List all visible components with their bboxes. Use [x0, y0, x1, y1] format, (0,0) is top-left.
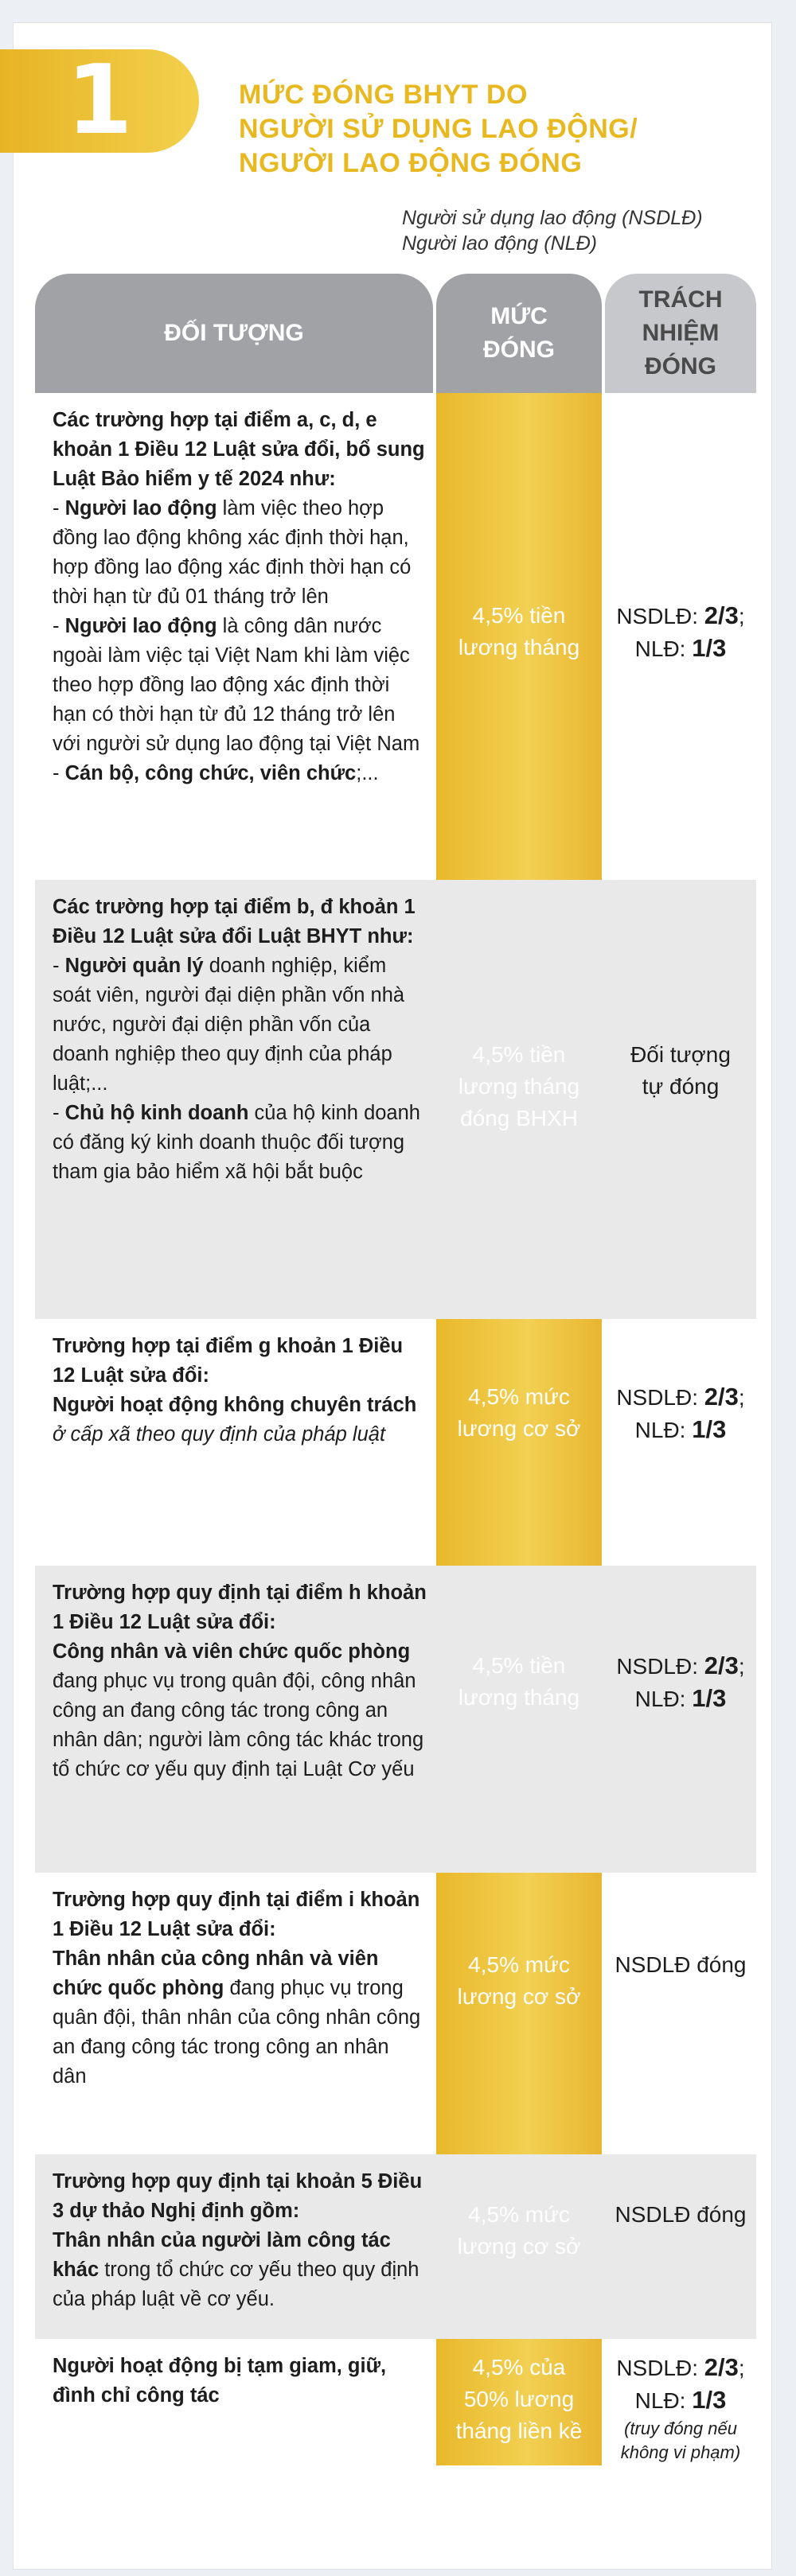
- text-run: NSDLĐ đóng: [615, 1952, 747, 1977]
- text-run: Người lao động: [64, 497, 217, 519]
- table-row: [35, 393, 756, 880]
- table-row: [35, 880, 756, 1319]
- responsibility-line: [605, 2352, 756, 2384]
- rate-line: lương cơ sở: [457, 1984, 581, 2009]
- text-run: Thân nhân của công nhân và viên chức quốc phòng: [53, 1948, 379, 1999]
- responsibility-line: [605, 1650, 756, 1683]
- text-run: -: [53, 955, 65, 977]
- text-run: ;: [738, 604, 745, 628]
- text-run: -: [53, 762, 65, 784]
- text-run: Các trường hợp tại điểm b, đ khoản 1 Điều 12 Luật sửa đổi Luật BHYT như:: [53, 896, 416, 948]
- text-run: 1/3: [692, 1684, 727, 1712]
- responsibility-line: [605, 632, 756, 665]
- responsibility-line: [605, 1381, 756, 1414]
- responsibility-line: [605, 2384, 756, 2417]
- rate-line: 4,5% tiền: [472, 1653, 566, 1678]
- legend-line: Người lao động (NLĐ): [402, 232, 597, 255]
- rate-line: lương cơ sở: [457, 1416, 581, 1441]
- header-object: ĐỐI TƯỢNG: [35, 274, 433, 393]
- text-run: NSDLĐ:: [616, 2356, 704, 2380]
- text-run: Cán bộ, công chức, viên chức: [64, 762, 357, 784]
- text-run: 2/3: [704, 1383, 739, 1411]
- table-row: [35, 1566, 756, 1873]
- section-title: [239, 78, 748, 181]
- text-run: Các trường hợp tại điểm a, c, d, e khoản 1 Điều 12 Luật sửa đổi, bổ sung Luật Bảo hiểm y tế 2024 như:: [53, 409, 425, 490]
- header-rate: [436, 274, 602, 393]
- text-run: 1/3: [692, 1415, 727, 1443]
- row-rate: [436, 1949, 602, 2013]
- text-run: 1/3: [692, 634, 727, 662]
- row-object-text: [53, 1578, 427, 1784]
- table-row: [35, 2154, 756, 2339]
- text-run: NSDLĐ:: [616, 1385, 704, 1410]
- responsibility-line: [605, 1039, 756, 1071]
- rate-line: 4,5% mức: [468, 1384, 570, 1409]
- rate-line: 50% lương: [463, 2387, 575, 2411]
- title-line: NGƯỜI SỬ DỤNG LAO ĐỘNG/: [239, 114, 638, 144]
- legend-line: Người sử dụng lao động (NSDLĐ): [402, 207, 703, 229]
- text-run: ;: [738, 2356, 745, 2380]
- table-row: [35, 1319, 756, 1566]
- text-run: NSDLĐ đóng: [615, 2202, 747, 2227]
- responsibility-line: [605, 1683, 756, 1715]
- text-run: làm việc theo hợp đồng lao động không xác định thời hạn, hợp đồng lao động xác định thời hạn có thời hạn từ đủ 01 tháng trở lên: [53, 497, 412, 608]
- text-run: Trường hợp quy định tại khoản 5 Điều 3 dự thảo Nghị định gồm:: [53, 2170, 423, 2222]
- text-run: Công nhân và viên chức quốc phòng: [53, 1640, 411, 1663]
- row-rate: [436, 2199, 602, 2263]
- text-run: Người hoạt động không chuyên trách: [53, 1394, 417, 1416]
- header-rate-line: ĐÓNG: [483, 337, 555, 363]
- text-run: Người lao động: [64, 615, 217, 637]
- header-resp-line: NHIỆM: [642, 320, 720, 346]
- header-resp-line: ĐÓNG: [645, 353, 716, 379]
- row-responsibility: [605, 1039, 756, 1103]
- text-run: tự đóng: [642, 1074, 720, 1099]
- text-run: 2/3: [704, 2353, 739, 2381]
- responsibility-note: (truy đóng nếu: [624, 2418, 737, 2438]
- responsibility-note: không vi phạm): [620, 2442, 741, 2462]
- text-run: Chủ hộ kinh doanh: [64, 1102, 249, 1124]
- row-responsibility: [605, 1650, 756, 1715]
- text-run: NSDLĐ:: [616, 1654, 704, 1679]
- row-rate: [436, 600, 602, 663]
- text-run: Người quản lý: [64, 955, 204, 977]
- row-responsibility: [605, 1381, 756, 1446]
- text-run: đang phục vụ trong quân đội, công nhân công an đang công tác trong công an nhân dân; người làm công tác khác trong tổ chức cơ yếu quy định tại Luật Cơ yếu: [53, 1670, 424, 1780]
- text-run: NLĐ:: [634, 1687, 693, 1711]
- text-run: ;: [738, 1385, 745, 1410]
- text-run: trong tổ chức cơ yếu theo quy định của pháp luật về cơ yếu.: [53, 2259, 419, 2310]
- text-run: ;: [738, 1654, 745, 1679]
- responsibility-line: [605, 1414, 756, 1446]
- header-resp-line: TRÁCH: [638, 286, 723, 313]
- title-line: MỨC ĐÓNG BHYT DO: [239, 80, 528, 110]
- rate-line: 4,5% của: [472, 2355, 566, 2379]
- text-run: Người hoạt động bị tạm giam, giữ, đình chỉ công tác: [53, 2355, 387, 2407]
- row-rate: [436, 1650, 602, 1714]
- row-responsibility: [605, 600, 756, 665]
- text-run: ở cấp xã theo quy định của pháp luật: [53, 1423, 386, 1446]
- table-row: [35, 2339, 756, 2465]
- text-run: ;...: [356, 762, 379, 784]
- row-object-text: [53, 893, 427, 1187]
- responsibility-line: [605, 1071, 756, 1103]
- text-run: 2/3: [704, 601, 739, 629]
- row-object-text: [53, 2167, 427, 2314]
- rate-line: lương tháng: [458, 1685, 580, 1710]
- text-run: -: [53, 615, 65, 637]
- row-responsibility: [605, 2352, 756, 2465]
- rate-line: đóng BHXH: [460, 1106, 578, 1130]
- row-object-text: [53, 406, 427, 788]
- text-run: -: [53, 497, 65, 519]
- text-run: của hộ kinh doanh có đăng ký kinh doanh thuộc đối tượng tham gia bảo hiểm xã hội bắt buộc: [53, 1102, 420, 1183]
- responsibility-line: [605, 600, 756, 632]
- text-run: Trường hợp quy định tại điểm h khoản 1 Điều 12 Luật sửa đổi:: [53, 1582, 427, 1633]
- text-run: doanh nghiệp, kiểm soát viên, người đại diện phần vốn nhà nước, người đại diện phần vốn của doanh nghiệp theo quy định của pháp luật;...: [53, 955, 405, 1095]
- text-run: NLĐ:: [634, 1418, 693, 1442]
- text-run: đang phục vụ trong quân đội, thân nhân của công nhân công an đang công tác trong công an nhân dân: [53, 1977, 421, 2088]
- text-run: NLĐ:: [634, 2388, 693, 2413]
- responsibility-line: [605, 1949, 756, 1981]
- row-object-text: [53, 1332, 427, 1449]
- text-run: NLĐ:: [634, 636, 693, 661]
- text-run: -: [53, 1102, 65, 1124]
- text-run: Trường hợp quy định tại điểm i khoản 1 Điều 12 Luật sửa đổi:: [53, 1889, 420, 1940]
- row-object-text: [53, 1885, 427, 2092]
- abbreviation-legend: [402, 205, 784, 256]
- rate-line: 4,5% tiền: [472, 603, 566, 628]
- text-run: Trường hợp tại điểm g khoản 1 Điều 12 Luật sửa đổi:: [53, 1335, 404, 1387]
- row-rate: [436, 1039, 602, 1134]
- section-number: 1: [66, 45, 133, 156]
- row-object-text: [53, 2352, 427, 2411]
- text-run: NSDLĐ:: [616, 604, 704, 628]
- header-rate-line: MỨC: [490, 303, 548, 329]
- text-run: Đối tượng: [630, 1042, 731, 1067]
- rate-line: 4,5% mức: [468, 1952, 570, 1977]
- text-run: Thân nhân của người làm công tác khác: [53, 2229, 391, 2281]
- header-responsibility: [605, 274, 756, 393]
- row-rate: [436, 1381, 602, 1445]
- row-responsibility: [605, 2199, 756, 2231]
- rate-line: lương cơ sở: [457, 2234, 581, 2259]
- rate-line: 4,5% tiền: [472, 1042, 566, 1067]
- rate-line: 4,5% mức: [468, 2202, 570, 2227]
- text-run: 2/3: [704, 1652, 739, 1679]
- responsibility-line: [605, 2199, 756, 2231]
- rate-line: lương tháng: [458, 635, 580, 660]
- text-run: là công dân nước ngoài làm việc tại Việt Nam khi làm việc theo hợp đồng lao động xác định thời hạn có thời hạn từ đủ 12 tháng trở lên với người sử dụng lao động tại Việt Nam: [53, 615, 420, 755]
- row-rate: [436, 2352, 602, 2447]
- rate-line: tháng liền kề: [455, 2418, 583, 2443]
- text-run: 1/3: [692, 2386, 727, 2414]
- rate-line: lương tháng: [458, 1074, 580, 1099]
- table-row: [35, 1873, 756, 2154]
- row-responsibility: [605, 1949, 756, 1981]
- title-line: NGƯỜI LAO ĐỘNG ĐÓNG: [239, 148, 583, 178]
